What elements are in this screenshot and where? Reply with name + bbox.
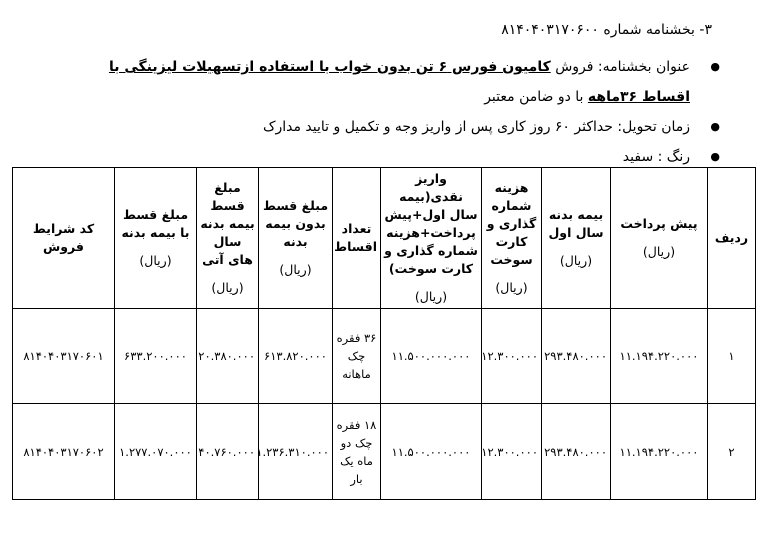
- cell-first-year-insurance: ۲۹۳.۴۸۰.۰۰۰: [542, 404, 611, 500]
- cell-down-payment: ۱۱.۱۹۴.۲۲۰.۰۰۰: [611, 309, 708, 404]
- header-future-insurance-installment: مبلغ قسط بیمه بدنه سال های آتی (ریال): [197, 168, 259, 309]
- cell-cash-payment: ۱۱.۵۰۰.۰۰۰.۰۰۰: [381, 309, 482, 404]
- circular-details-list: [60, 52, 720, 172]
- cell-cash-payment: ۱۱.۵۰۰.۰۰۰.۰۰۰: [381, 404, 482, 500]
- subject-item: [60, 52, 720, 112]
- cell-future-insurance-installment: ۴۰.۷۶۰.۰۰۰: [197, 404, 259, 500]
- cell-plate-fuel-card-cost: ۱۲.۳۰۰.۰۰۰: [482, 404, 542, 500]
- table-header-row: [13, 168, 756, 309]
- cell-plate-fuel-card-cost: ۱۲.۳۰۰.۰۰۰: [482, 309, 542, 404]
- cell-installment-count: ۱۸ فقره چک دو ماه یک بار: [333, 404, 381, 500]
- cell-installment-with-insurance: ۶۳۳.۲۰۰.۰۰۰: [115, 309, 197, 404]
- header-installment-without-insurance: مبلغ قسط بدون بیمه بدنه (ریال): [259, 168, 333, 309]
- cell-sales-code: ۸۱۴۰۴۰۳۱۷۰۶۰۲: [13, 404, 115, 500]
- header-row-number: ردیف: [708, 168, 756, 309]
- table-row: [13, 404, 756, 500]
- header-installment-count: تعداد اقساط: [333, 168, 381, 309]
- delivery-item: ● زمان تحویل: حداکثر ۶۰ روز کاری پس از واریز وجه و تکمیل و تایید مدارک: [60, 112, 720, 142]
- cell-installment-without-insurance: ۱.۲۳۶.۳۱۰.۰۰۰: [259, 404, 333, 500]
- sales-conditions-table: [12, 167, 756, 500]
- cell-row-number: ۱: [708, 309, 756, 404]
- color-item: ● رنگ : سفید: [60, 142, 720, 172]
- cell-installment-count: ۳۶ فقره چک ماهانه: [333, 309, 381, 404]
- cell-row-number: ۲: [708, 404, 756, 500]
- header-installment-with-insurance: مبلغ قسط با بیمه بدنه (ریال): [115, 168, 197, 309]
- header-sales-code: کد شرایط فروش: [13, 168, 115, 309]
- cell-installment-with-insurance: ۱.۲۷۷.۰۷۰.۰۰۰: [115, 404, 197, 500]
- header-cash-payment: واریز نقدی(بیمه سال اول+پیش پرداخت+هزینه شماره گذاری و کارت سوخت) (ریال): [381, 168, 482, 309]
- cell-future-insurance-installment: ۲۰.۳۸۰.۰۰۰: [197, 309, 259, 404]
- table-row: [13, 309, 756, 404]
- subject-suffix: با دو ضامن معتبر: [484, 89, 584, 105]
- subject-bold-text: کامیون فورس ۶ تن بدون خواب با استفاده ازتسهیلات لیزینگی با اقساط ۳۶ماهه: [108, 59, 690, 105]
- subject-prefix: فروش: [555, 59, 594, 75]
- subject-label: عنوان بخشنامه:: [597, 59, 690, 75]
- header-first-year-insurance: بیمه بدنه سال اول (ریال): [542, 168, 611, 309]
- cell-installment-without-insurance: ۶۱۳.۸۲۰.۰۰۰: [259, 309, 333, 404]
- cell-sales-code: ۸۱۴۰۴۰۳۱۷۰۶۰۱: [13, 309, 115, 404]
- header-down-payment: پیش پرداخت (ریال): [611, 168, 708, 309]
- header-plate-fuel-card-cost: هزینه شماره گذاری و کارت سوخت (ریال): [482, 168, 542, 309]
- cell-down-payment: ۱۱.۱۹۴.۲۲۰.۰۰۰: [611, 404, 708, 500]
- circular-heading: ۳- بخشنامه شماره ۸۱۴۰۴۰۳۱۷۰۶۰۰: [501, 22, 712, 38]
- cell-first-year-insurance: ۲۹۳.۴۸۰.۰۰۰: [542, 309, 611, 404]
